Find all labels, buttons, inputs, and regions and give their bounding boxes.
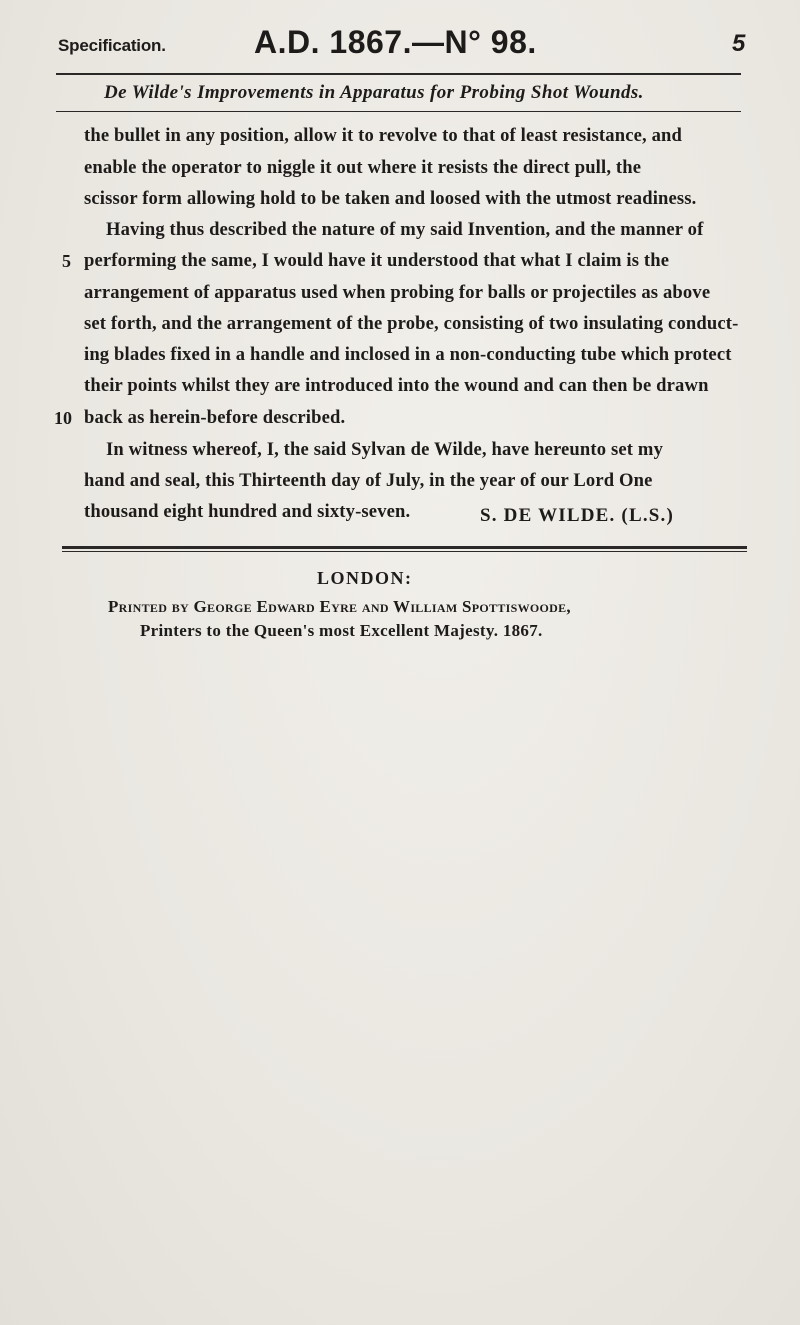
body-line: arrangement of apparatus used when probing for balls or projectiles as above xyxy=(84,282,711,303)
body-line: set forth, and the arrangement of the probe, consisting of two insulating conduct- xyxy=(84,313,739,334)
page-number: 5 xyxy=(732,30,746,57)
body-line: ing blades fixed in a handle and inclosed in a non-conducting tube which protect xyxy=(84,344,732,365)
imprint-printed-by: Printed by George Edward Eyre and William Spottiswoode, xyxy=(108,597,571,616)
body-line: In witness whereof, I, the said Sylvan de Wilde, have hereunto set my xyxy=(106,439,664,460)
body-line: enable the operator to niggle it out where it resists the direct pull, the xyxy=(84,157,642,178)
body-line: their points whilst they are introduced into the wound and can then be drawn xyxy=(84,375,709,396)
footer-rule-thin xyxy=(62,551,747,552)
body-line: hand and seal, this Thirteenth day of July, in the year of our Lord One xyxy=(84,470,653,491)
signature: S. DE WILDE. (L.S.) xyxy=(480,505,675,526)
imprint-city: LONDON: xyxy=(317,568,413,588)
patent-title: A.D. 1867.—N° 98. xyxy=(254,24,537,60)
body-line: back as herein-before described. xyxy=(84,407,346,428)
running-subtitle: De Wilde's Improvements in Apparatus for Probing Shot Wounds. xyxy=(104,82,644,103)
header-rule-top xyxy=(56,73,741,75)
body-line: performing the same, I would have it understood that what I claim is the xyxy=(84,250,670,271)
header-rule-bottom xyxy=(56,111,741,112)
line-number: 5 xyxy=(62,251,71,271)
line-number: 10 xyxy=(54,408,72,428)
specification-label: Specification. xyxy=(58,36,166,55)
body-line: Having thus described the nature of my said Invention, and the manner of xyxy=(106,219,704,240)
body-line: the bullet in any position, allow it to revolve to that of least resistance, and xyxy=(84,125,683,146)
footer-rule-thick xyxy=(62,546,747,549)
imprint-printers-to: Printers to the Queen's most Excellent Majesty. 1867. xyxy=(140,621,543,640)
body-line: thousand eight hundred and sixty-seven. xyxy=(84,501,411,522)
body-line: scissor form allowing hold to be taken and loosed with the utmost readiness. xyxy=(84,188,697,209)
